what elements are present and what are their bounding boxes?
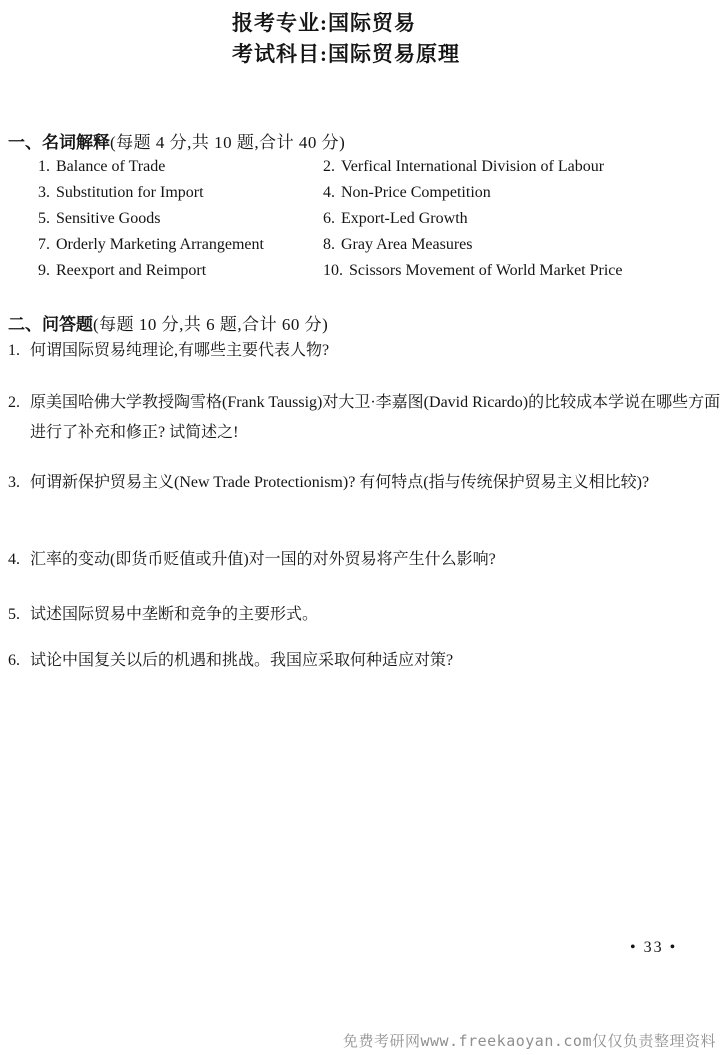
question-item bbox=[8, 646, 721, 676]
section2-heading bbox=[8, 315, 328, 335]
question-item bbox=[8, 468, 721, 498]
question-number: 3. bbox=[8, 474, 20, 491]
section2-title: 二、问答题 bbox=[8, 315, 93, 334]
term-item bbox=[38, 236, 323, 262]
question-text: 汇率的变动(即货币贬值或升值)对一国的对外贸易将产生什么影响? bbox=[30, 551, 496, 568]
question-item bbox=[8, 388, 721, 448]
term-item bbox=[38, 184, 323, 210]
question-text: 试论中国复关以后的机遇和挑战。我国应采取何种适应对策? bbox=[30, 652, 454, 669]
term-text: Reexport and Reimport bbox=[56, 262, 207, 279]
term-item bbox=[38, 158, 323, 184]
question-number: 1. bbox=[8, 342, 20, 359]
question-item bbox=[8, 545, 721, 575]
term-item bbox=[323, 210, 698, 236]
term-item bbox=[323, 184, 698, 210]
term-item bbox=[323, 158, 698, 184]
term-text: Gray Area Measures bbox=[341, 236, 473, 253]
exam-major-line: 报考专业:国际贸易 bbox=[232, 11, 416, 35]
term-number: 8. bbox=[323, 236, 335, 253]
term-text: Export-Led Growth bbox=[341, 210, 468, 227]
section1-heading bbox=[8, 133, 345, 153]
exam-subject-line: 考试科目:国际贸易原理 bbox=[232, 42, 460, 66]
section2-meta: (每题 10 分,共 6 题,合计 60 分) bbox=[93, 315, 329, 334]
footer-watermark: 免费考研网www.freekaoyan.com仅仅负责整理资料 bbox=[342, 1032, 716, 1050]
term-text: Verfical International Division of Labour bbox=[341, 158, 605, 175]
term-number: 4. bbox=[323, 184, 335, 201]
doc-header bbox=[232, 8, 460, 70]
term-text: Scissors Movement of World Market Price bbox=[349, 262, 623, 279]
term-text: Substitution for Import bbox=[56, 184, 204, 201]
section1-title: 一、名词解释 bbox=[8, 133, 110, 152]
page-number: • 33 • bbox=[630, 939, 678, 956]
term-number: 9. bbox=[38, 262, 50, 279]
term-text: Balance of Trade bbox=[56, 158, 166, 175]
question-text: 何谓新保护贸易主义(New Trade Protectionism)? 有何特点(指与传统保护贸易主义相比较)? bbox=[30, 474, 650, 491]
section1-meta: (每题 4 分,共 10 题,合计 40 分) bbox=[110, 133, 346, 152]
term-number: 7. bbox=[38, 236, 50, 253]
question-item bbox=[8, 336, 721, 366]
term-text: Sensitive Goods bbox=[56, 210, 161, 227]
term-text: Non-Price Competition bbox=[341, 184, 491, 201]
term-item bbox=[323, 236, 698, 262]
question-text: 何谓国际贸易纯理论,有哪些主要代表人物? bbox=[30, 342, 330, 359]
question-text: 试述国际贸易中垄断和竞争的主要形式。 bbox=[30, 606, 319, 623]
term-number: 2. bbox=[323, 158, 335, 175]
question-number: 5. bbox=[8, 606, 20, 623]
question-item bbox=[8, 600, 721, 630]
term-text: Orderly Marketing Arrangement bbox=[56, 236, 264, 253]
term-number: 10. bbox=[323, 262, 343, 279]
terms-list bbox=[38, 158, 698, 288]
question-text: 原美国哈佛大学教授陶雪格(Frank Taussig)对大卫·李嘉图(David Ricardo)的比较成本学说在哪些方面进行了补充和修正? 试简述之! bbox=[30, 394, 721, 441]
term-number: 1. bbox=[38, 158, 50, 175]
question-number: 2. bbox=[8, 394, 20, 411]
term-item bbox=[323, 262, 698, 288]
term-number: 6. bbox=[323, 210, 335, 227]
term-number: 5. bbox=[38, 210, 50, 227]
term-item bbox=[38, 262, 323, 288]
question-number: 4. bbox=[8, 551, 20, 568]
term-number: 3. bbox=[38, 184, 50, 201]
question-number: 6. bbox=[8, 652, 20, 669]
term-item bbox=[38, 210, 323, 236]
